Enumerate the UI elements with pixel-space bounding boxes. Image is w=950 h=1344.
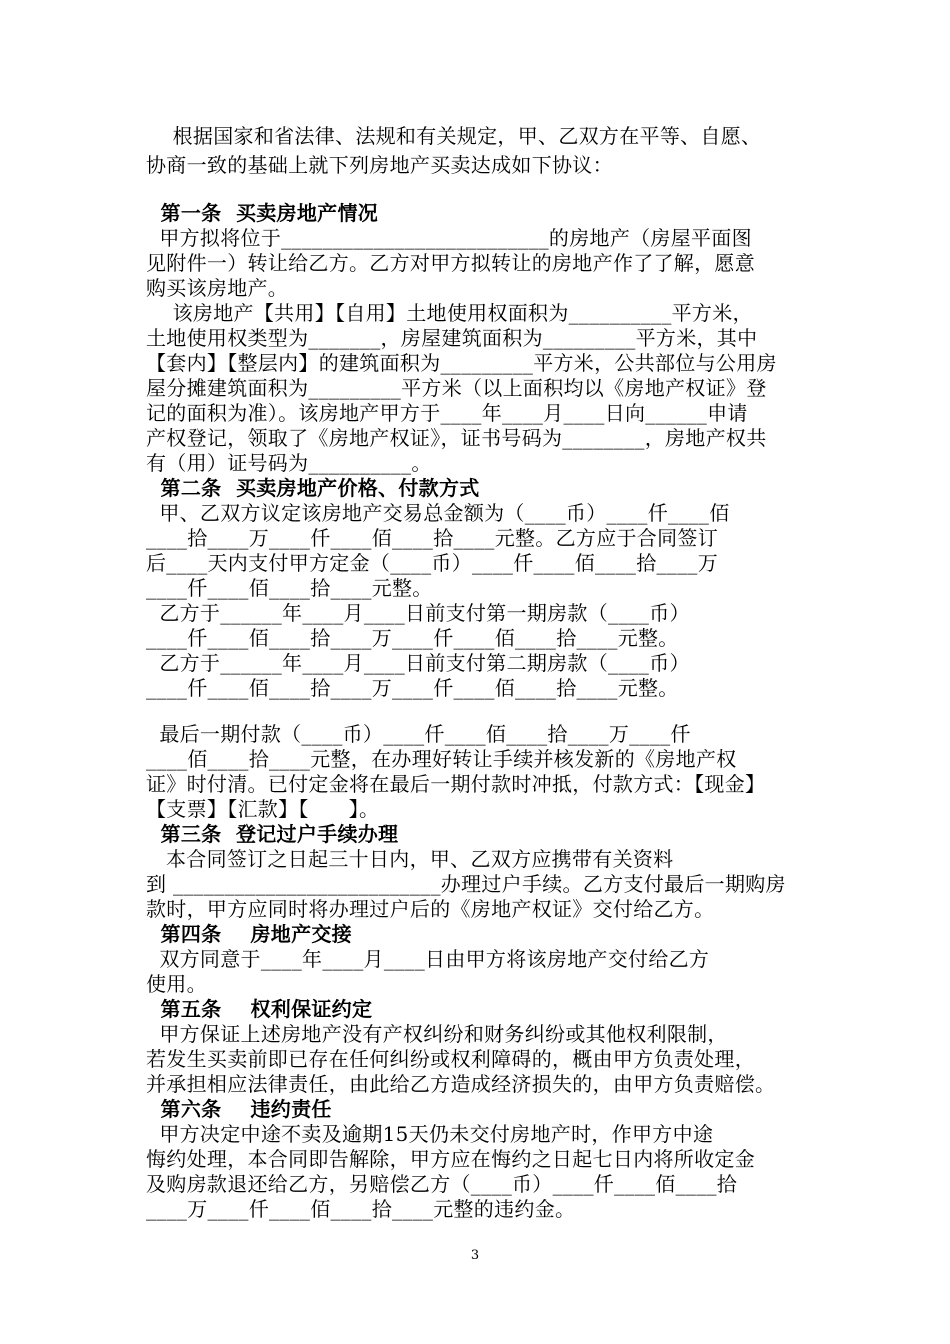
body-line: 屋分摊建筑面积为_________平方米（以上面积均以《房地产权证》登 <box>146 376 767 400</box>
body-line: 见附件一）转让给乙方。乙方对甲方拟转让的房地产作了了解，愿意 <box>146 251 755 275</box>
body-line: ____拾____万____仟____佰____拾____元整。乙方应于合同签订 <box>146 526 718 550</box>
body-line: ____仟____佰____拾____万____仟____佰____拾____元整。 <box>146 626 679 650</box>
body-line: 本合同签订之日起三十日内，甲、乙双方应携带有关资料 <box>146 847 674 871</box>
body-line: ____仟____佰____拾____元整。 <box>146 576 433 600</box>
body-line: 乙方于______年____月____日前支付第二期房款（____币） <box>146 651 690 675</box>
body-line: ____佰____拾____元整，在办理好转让手续并核发新的《房地产权 <box>146 747 737 771</box>
body-line: 到 __________________________办理过户手续。乙方支付最后一期购房 <box>146 872 786 896</box>
body-line: 购买该房地产。 <box>146 276 289 300</box>
body-line: 款时，甲方应同时将办理过户后的《房地产权证》交付给乙方。 <box>146 897 715 921</box>
section-heading: 第二条 买卖房地产价格、付款方式 <box>146 476 480 500</box>
body-line: ____仟____佰____拾____万____仟____佰____拾____元整。 <box>146 676 679 700</box>
body-line: 土地使用权类型为_______，房屋建筑面积为_________平方米，其中 <box>146 326 758 350</box>
body-line: 双方同意于____年____月____日由甲方将该房地产交付给乙方 <box>146 947 710 971</box>
section-heading: 第一条 买卖房地产情况 <box>146 201 379 225</box>
body-line: 根据国家和省法律、法规和有关规定，甲、乙双方在平等、自愿、 <box>146 124 762 148</box>
body-line: 该房地产【共用】【自用】土地使用权面积为__________平方米， <box>146 301 753 325</box>
body-line: 证》时付清。已付定金将在最后一期付款时冲抵，付款方式：【现金】 <box>146 772 766 796</box>
body-line: 甲方决定中途不卖及逾期15天仍未交付房地产时，作甲方中途 <box>146 1122 714 1146</box>
body-line: 最后一期付款（____币）____仟____佰____拾____万____仟 <box>146 722 691 746</box>
section-heading: 第四条 房地产交接 <box>146 922 352 946</box>
body-line: 若发生买卖前即已存在任何纠纷或权利障碍的，概由甲方负责处理， <box>146 1047 755 1071</box>
body-line: ____万____仟____佰____拾____元整的违约金。 <box>146 1197 576 1221</box>
body-line: 使用。 <box>146 972 207 996</box>
body-line: 【套内】【整层内】的建筑面积为_________平方米，公共部位与公用房 <box>146 351 777 375</box>
body-line: 有（用）证号码为__________。 <box>146 451 432 475</box>
body-line: 【支票】【汇款】【 】。 <box>146 797 380 821</box>
section-heading: 第三条 登记过户手续办理 <box>146 822 399 846</box>
body-line: 后____天内支付甲方定金（____币）____仟____佰____拾____万 <box>146 551 718 575</box>
section-heading: 第六条 违约责任 <box>146 1097 332 1121</box>
body-line: 记的面积为准）。该房地产甲方于____年____月____日向______申请 <box>146 401 748 425</box>
body-line: 产权登记，领取了《房地产权证》，证书号码为________，房地产权共 <box>146 426 767 450</box>
body-line: 甲方保证上述房地产没有产权纠纷和财务纠纷或其他权利限制， <box>146 1022 728 1046</box>
body-line: 协商一致的基础上就下列房地产买卖达成如下协议： <box>146 153 613 177</box>
body-line: 悔约处理，本合同即告解除，甲方应在悔约之日起七日内将所收定金 <box>146 1147 755 1171</box>
body-line: 甲方拟将位于__________________________的房地产（房屋平面图 <box>146 226 752 250</box>
body-line: 甲、乙双方议定该房地产交易总金额为（____币）____仟____佰 <box>146 501 730 525</box>
body-line: 并承担相应法律责任，由此给乙方造成经济损失的，由甲方负责赔偿。 <box>146 1072 776 1096</box>
body-line: 及购房款退还给乙方，另赔偿乙方（____币）____仟____佰____拾 <box>146 1172 738 1196</box>
section-heading: 第五条 权利保证约定 <box>146 997 373 1021</box>
body-line: 乙方于______年____月____日前支付第一期房款（____币） <box>146 601 690 625</box>
page-number: 3 <box>470 1248 480 1263</box>
